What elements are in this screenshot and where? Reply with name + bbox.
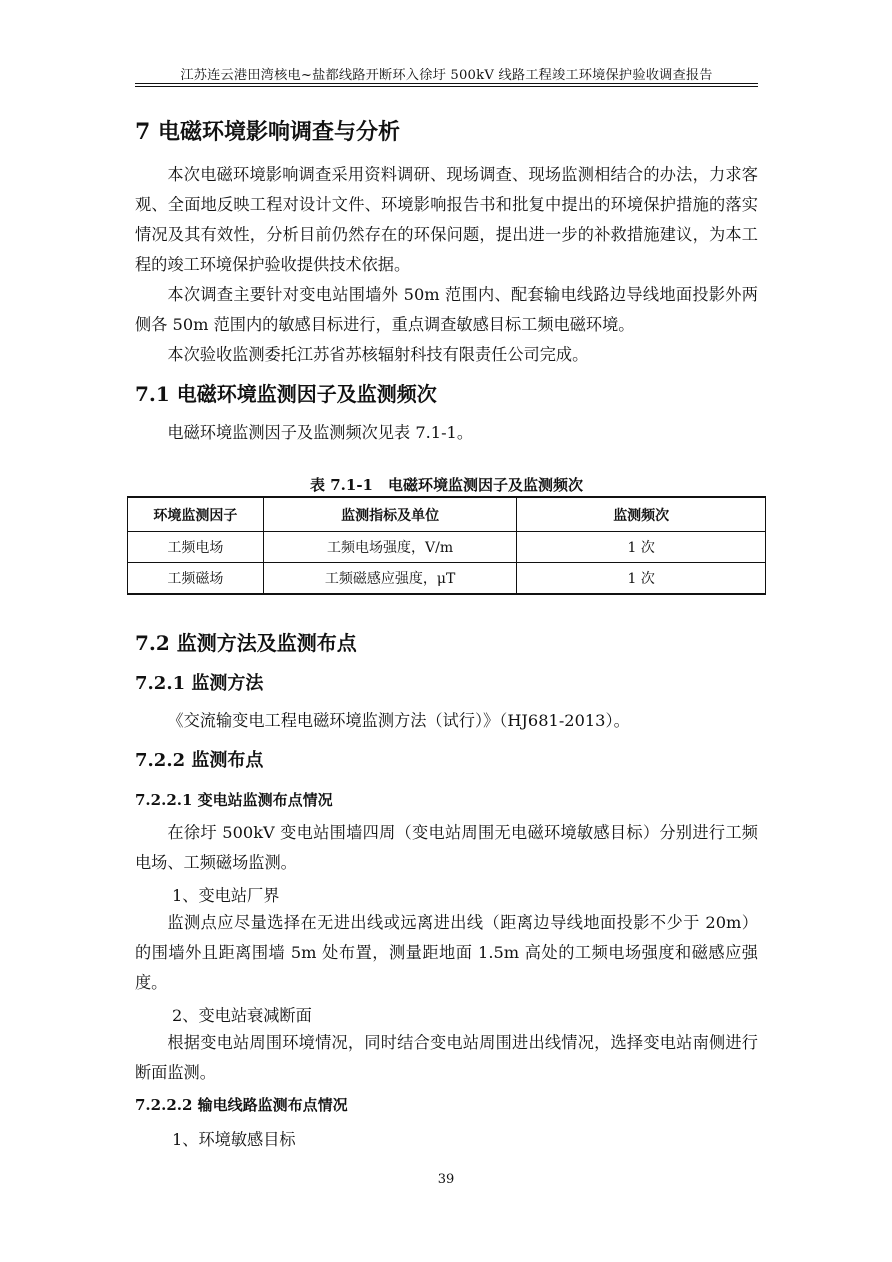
section-7-paragraph-3: 本次验收监测委托江苏省苏核辐射科技有限责任公司完成。 xyxy=(167,345,589,364)
table-cell: 1 次 xyxy=(517,563,766,595)
table-row xyxy=(128,563,766,595)
table-cell: 工频磁场 xyxy=(128,563,264,595)
table-caption: 表 7.1-1 电磁环境监测因子及监测频次 xyxy=(310,476,583,494)
section-7-2-2-1-title: 7.2.2.1 变电站监测布点情况 xyxy=(135,791,333,809)
monitoring-table xyxy=(127,496,766,595)
table-row xyxy=(128,532,766,563)
section-7-2-2-2-title: 7.2.2.2 输电线路监测布点情况 xyxy=(135,1096,348,1114)
list-item: 1、变电站厂界 xyxy=(172,886,280,905)
running-header: 江苏连云港田湾核电~盐都线路开断环入徐圩 500kV 线路工程竣工环境保护验收调查报告 xyxy=(180,68,713,83)
section-7-2-2-1-paragraph-1: 在徐圩 500kV 变电站围墙四周（变电站周围无电磁环境敏感目标）分别进行工频电场、工频磁场监测。 xyxy=(135,823,758,872)
table-cell: 工频磁感应强度，μT xyxy=(263,563,517,595)
table-cell: 工频电场强度，V/m xyxy=(263,532,517,563)
table-cell: 1 次 xyxy=(517,532,766,563)
header-rule xyxy=(135,83,758,84)
list-item: 2、变电站衰减断面 xyxy=(172,1006,312,1025)
section-7-2-1-title: 7.2.1 监测方法 xyxy=(135,673,264,694)
section-7-2-2-1-paragraph-2: 监测点应尽量选择在无进出线或远离进出线（距离边导线地面投影不少于 20m）的围墙外且距离围墙 5m 处布置，测量距地面 1.5m 高处的工频电场强度和磁感应强度。 xyxy=(135,913,758,992)
section-7-2-title: 7.2 监测方法及监测布点 xyxy=(135,631,357,655)
header-rule xyxy=(135,86,758,87)
table-header-cell: 监测频次 xyxy=(517,497,766,532)
section-7-2-1-paragraph: 《交流输变电工程电磁环境监测方法（试行）》（HJ681-2013）。 xyxy=(167,711,630,730)
page-number: 39 xyxy=(437,1172,455,1187)
table-header-cell: 环境监测因子 xyxy=(128,497,264,532)
section-7-2-2-1-paragraph-3: 根据变电站周围环境情况，同时结合变电站周围进出线情况，选择变电站南侧进行断面监测。 xyxy=(135,1033,758,1082)
section-7-1-paragraph: 电磁环境监测因子及监测频次见表 7.1-1。 xyxy=(167,423,474,442)
list-item: 1、环境敏感目标 xyxy=(172,1130,296,1149)
table-cell: 工频电场 xyxy=(128,532,264,563)
section-7-2-2-title: 7.2.2 监测布点 xyxy=(135,750,264,771)
table-header-row xyxy=(128,497,766,532)
section-7-paragraph-1: 本次电磁环境影响调查采用资料调研、现场调查、现场监测相结合的办法，力求客观、全面地反映工程对设计文件、环境影响报告书和批复中提出的环境保护措施的落实情况及其有效性，分析目前仍然存在的环保问题，提出进一步的补救措施建议，为本工程的竣工环境保护验收提供技术依据。 xyxy=(135,165,758,274)
section-7-title: 7 电磁环境影响调查与分析 xyxy=(135,119,400,145)
section-7-paragraph-2: 本次调查主要针对变电站围墙外 50m 范围内、配套输电线路边导线地面投影外两侧各 50m 范围内的敏感目标进行，重点调查敏感目标工频电磁环境。 xyxy=(135,285,758,334)
section-7-1-title: 7.1 电磁环境监测因子及监测频次 xyxy=(135,382,437,406)
table-header-cell: 监测指标及单位 xyxy=(263,497,517,532)
